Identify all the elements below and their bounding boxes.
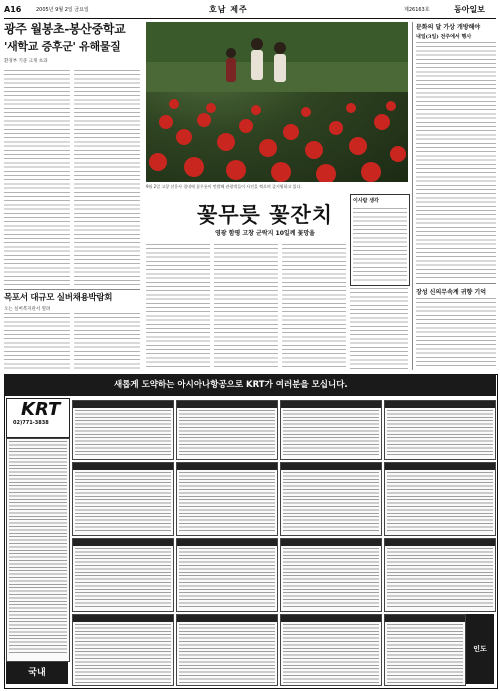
- ad-tile: [384, 462, 496, 536]
- ad-banner: [4, 374, 496, 396]
- photo-caption: 9월 2일 고창 선운사 경내에 꽃무릇이 만발해 관광객들이 사진을 찍으며 즐거워하고 있다.: [146, 184, 302, 189]
- right-column: [416, 22, 496, 40]
- column-divider: [412, 22, 413, 370]
- krt-phone: 02)771-3838: [13, 420, 49, 426]
- opinion-box-body: [353, 208, 407, 282]
- ad-banner-text: 새롭게 도약하는 아시아나항공으로 KRT가 여러분을 모십니다.: [114, 380, 348, 390]
- ad-tile: [280, 400, 382, 460]
- right-headline2: 장성 신의무속계 귀향 기억: [416, 289, 487, 296]
- feature-body-col3: [282, 244, 346, 369]
- second-subhead: 오는 실버복지관서 열려: [4, 307, 51, 312]
- krt-logo: KRT: [21, 399, 61, 420]
- issue-number: 제26163호: [404, 7, 430, 13]
- flower-photo: [146, 22, 408, 182]
- ad-tile: [384, 538, 496, 612]
- ad-tile: [280, 462, 382, 536]
- ad-tile: [280, 614, 382, 686]
- left-column: [4, 22, 139, 64]
- main-headline-line1: 광주 월봉초-봉산중학교: [4, 22, 126, 36]
- divider: [4, 289, 140, 290]
- section-title: 호남 제주: [209, 5, 248, 14]
- page-header: [4, 4, 496, 19]
- ad-footer-right: 인도: [466, 614, 494, 684]
- article-body-col1: [4, 70, 70, 285]
- opinion-box: [350, 194, 410, 286]
- ad-tile: [176, 614, 278, 686]
- article2-body-col2: [74, 313, 140, 369]
- right-divider: [416, 283, 496, 284]
- ad-tile: [384, 400, 496, 460]
- right-body2: [416, 298, 496, 369]
- page-number: A16: [4, 5, 22, 14]
- ad-tile: [176, 462, 278, 536]
- ad-tile: [72, 538, 174, 612]
- opinion-box-title: 이사람 생각: [353, 198, 379, 204]
- ad-tile: [72, 614, 174, 686]
- issue-date: 2005년 9월 2일 금요일: [36, 7, 89, 13]
- feature-body-col2: [214, 244, 278, 369]
- main-headline-line2: '새학교 증후군' 유해물질: [4, 40, 121, 53]
- ad-tile: [176, 400, 278, 460]
- krt-logo-block: [6, 398, 70, 438]
- right-subhead1: 내일(3일) 전주에서 행사: [416, 34, 472, 40]
- ad-left-strip: [6, 438, 70, 662]
- red-spider-lily-field-illustration: [146, 22, 408, 182]
- right-body1: [416, 42, 496, 280]
- ad-tile: [176, 538, 278, 612]
- feature-body-col4: [350, 288, 408, 369]
- right-headline1: 문화의 달 가상 개방해야: [416, 24, 481, 31]
- feature-body-col1: [146, 244, 210, 369]
- ad-tile: [72, 400, 174, 460]
- newspaper-name: 동아일보: [454, 5, 485, 14]
- feature-headline: 꽃무릇 꽃잔치: [196, 202, 334, 227]
- ad-tile: [280, 538, 382, 612]
- article-body-col2: [74, 70, 140, 285]
- ad-tile: [72, 462, 174, 536]
- main-subhead: 환경부 기준 크게 초과: [4, 59, 48, 64]
- feature-subhead: 영광 함평 고창 군락지 10일께 꽃망울: [215, 230, 315, 237]
- article2-body-col1: [4, 313, 70, 369]
- ad-footer-left: 국내: [6, 662, 68, 684]
- ad-tile: [384, 614, 466, 686]
- second-headline: 목포서 대규모 실버채용박람회: [4, 293, 113, 303]
